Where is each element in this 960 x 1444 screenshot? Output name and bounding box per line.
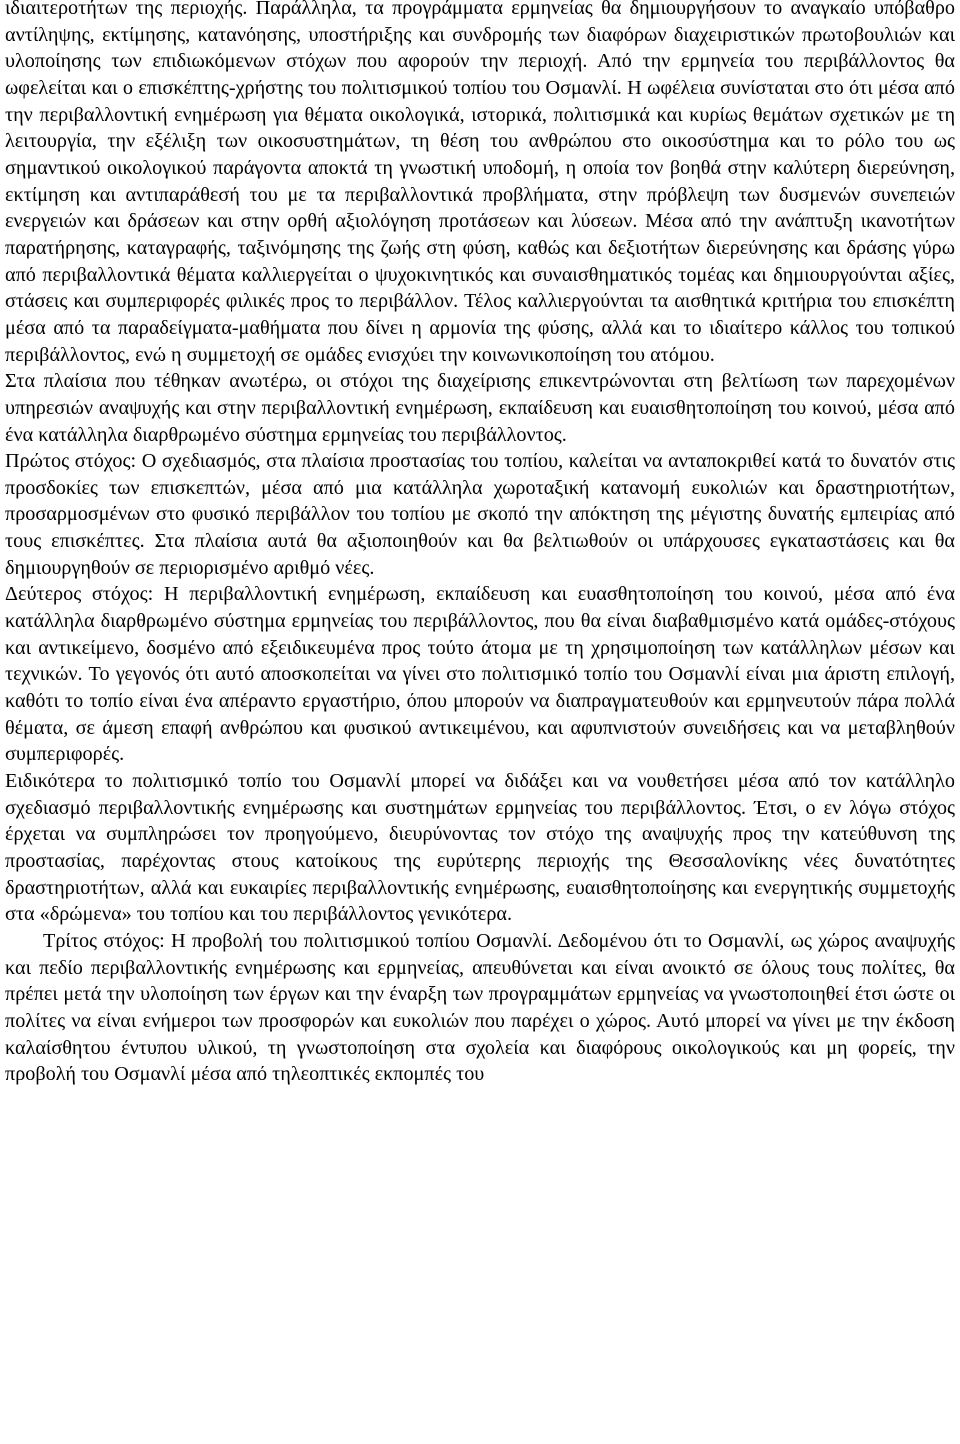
paragraph-second-goal: Δεύτερος στόχος: Η περιβαλλοντική ενημέρωση, εκπαίδευση και ευασθητοποίηση του κοινού, μέσα από ένα κατάλληλα διαρθρωμένο σύστημα ερμηνείας του περιβάλλοντος, που θα είναι διαβαθμισμένο κατά ομάδες-στόχους και αντικείμενο, δοσμένο από εξειδικευμένα προς τούτο άτομα με τη χρησιμοποίηση των κατάλληλων μέσων και τεχνικών. Το γεγονός ότι αυτό αποσκοπείται να γίνει στο πολιτισμικό τοπίο του Οσμανλί είναι μια άριστη επιλογή, καθότι το τοπίο είναι ένα απέραντο εργαστήριο, όπου μπορούν να διαπραγματευθούν και ερμηνευτούν πάρα πολλά θέματα, σε άμεση επαφή ανθρώπου και φυσικού αντικειμένου, και αφυπνιστούν συνειδήσεις και να μεταβληθούν συμπεριφορές.: [5, 583, 955, 766]
paragraph-intro: ιδιαιτεροτήτων της περιοχής. Παράλληλα, τα προγράμματα ερμηνείας θα δημιουργήσουν το αναγκαίο υπόβαθρο αντίληψης, εκτίμησης, κατανόησης, υποστήριξης και συνδρομής των διαφόρων διαχειριστικών πρωτοβουλιών και υλοποίησης των επιδιωκόμενων στόχων που αφορούν την περιοχή. Από την ερμηνεία του περιβάλλοντος θα ωφελείται και ο επισκέπτης-χρήστης του πολιτισμικού τοπίου του Οσμανλί. Η ωφέλεια συνίσταται στο ότι μέσα από την περιβαλλοντική ενημέρωση για θέματα οικολογικά, ιστορικά, πολιτισμικά και κυρίως θεμάτων σχετικών με τη λειτουργία, την εξέλιξη των οικοσυστημάτων, τη θέση του ανθρώπου στο οικοσύστημα και το ρόλο του ως σημαντικού οικολογικού παράγοντα αποκτά τη γνωστική υποδομή, η οποία τον βοηθά στην καλύτερη διερεύνηση, εκτίμηση και αντιπαράθεσή του με τα περιβαλλοντικά προβλήματα, στην πρόβλεψη των δυσμενών συνεπειών ενεργειών και δράσεων και στην ορθή αξιολόγηση προτάσεων και λύσεων. Μέσα από την ανάπτυξη ικανοτήτων παρατήρησης, καταγραφής, ταξινόμησης της ζωής στη φύση, καθώς και δεξιοτήτων διερεύνησης και δράσης γύρω από περιβαλλοντικά θέματα καλλιεργείται ο ψυχοκινητικός και συναισθηματικός τομέας και δημιουργούνται αξίες, στάσεις και συμπεριφορές φιλικές προς το περιβάλλον. Τέλος καλλιεργούνται τα αισθητικά κριτήρια του επισκέπτη μέσα από τα παραδείγματα-μαθήματα που δίνει η αρμονία της φύσης, αλλά και το ιδιαίτερο κάλλος του τοπικού περιβάλλοντος, ενώ η συμμετοχή σε ομάδες ενισχύει την κοινωνικοποίηση του ατόμου.: [5, 0, 955, 366]
paragraph-first-goal: Πρώτος στόχος: Ο σχεδιασμός, στα πλαίσια προστασίας του τοπίου, καλείται να ανταποκριθεί κατά το δυνατόν στις προσδοκίες των επισκεπτών, μέσα από μια κατάλληλα χωροταξική κατανομή ευκολιών και δραστηριοτήτων, προσαρμοσμένων στο φυσικό περιβάλλον του τοπίου με σκοπό την απόκτηση της μέγιστης δυνατής εμπειρίας από τους επισκέπτες. Στα πλαίσια αυτά θα αξιοποιηθούν και θα βελτιωθούν οι υπάρχουσες εγκαταστάσεις και θα δημιουργηθούν σε περιορισμένο αριθμό νέες.: [5, 450, 955, 579]
paragraph-specifically: Ειδικότερα το πολιτισμικό τοπίο του Οσμανλί μπορεί να διδάξει και να νουθετήσει μέσα από τον κατάλληλο σχεδιασμό περιβαλλοντικής ενημέρωσης και συστημάτων ερμηνείας του περιβάλλοντος. Έτσι, ο εν λόγω στόχος έρχεται να συμπληρώσει τον προηγούμενο, διευρύνοντας τον στόχο της αναψυχής προς την κατεύθυνση της προστασίας, παρέχοντας στους κατοίκους της ευρύτερης περιοχής της Θεσσαλονίκης νέες δυνατότητες δραστηριοτήτων, αλλά και ευκαιρίες περιβαλλοντικής ενημέρωσης, ευαισθητοποίησης και ενεργητικής συμμετοχής στα «δρώμενα» του τοπίου και του περιβάλλοντος γενικότερα.: [5, 770, 955, 926]
paragraph-management-goals: Στα πλαίσια που τέθηκαν ανωτέρω, οι στόχοι της διαχείρισης επικεντρώνονται στη βελτίωση των παρεχομένων υπηρεσιών αναψυχής και στην περιβαλλοντική ενημέρωση, εκπαίδευση και ευαισθητοποίηση του κοινού, μέσα από ένα κατάλληλα διαρθρωμένο σύστημα ερμηνείας του περιβάλλοντος.: [5, 370, 955, 446]
document-page: [5, 0, 955, 1088]
paragraph-third-goal: Τρίτος στόχος: Η προβολή του πολιτισμικού τοπίου Οσμανλί. Δεδομένου ότι το Οσμανλί, ως χώρος αναψυχής και πεδίο περιβαλλοντικής ενημέρωσης και ερμηνείας, απευθύνεται και είναι ανοικτό σε όλους τους πολίτες, θα πρέπει μετά την υλοποίηση των έργων και την έναρξη των προγραμμάτων ερμηνείας να γνωστοποιηθεί έτσι ώστε οι πολίτες να είναι ενήμεροι των προσφορών και ευκολιών που παρέχει ο χώρος. Αυτό μπορεί να γίνει με την έκδοση καλαίσθητου έντυπου υλικού, τη γνωστοποίηση στα σχολεία και διαφόρους οικολογικούς και μη φορείς, την προβολή του Οσμανλί μέσα από τηλεοπτικές εκπομπές του: [5, 929, 955, 1086]
